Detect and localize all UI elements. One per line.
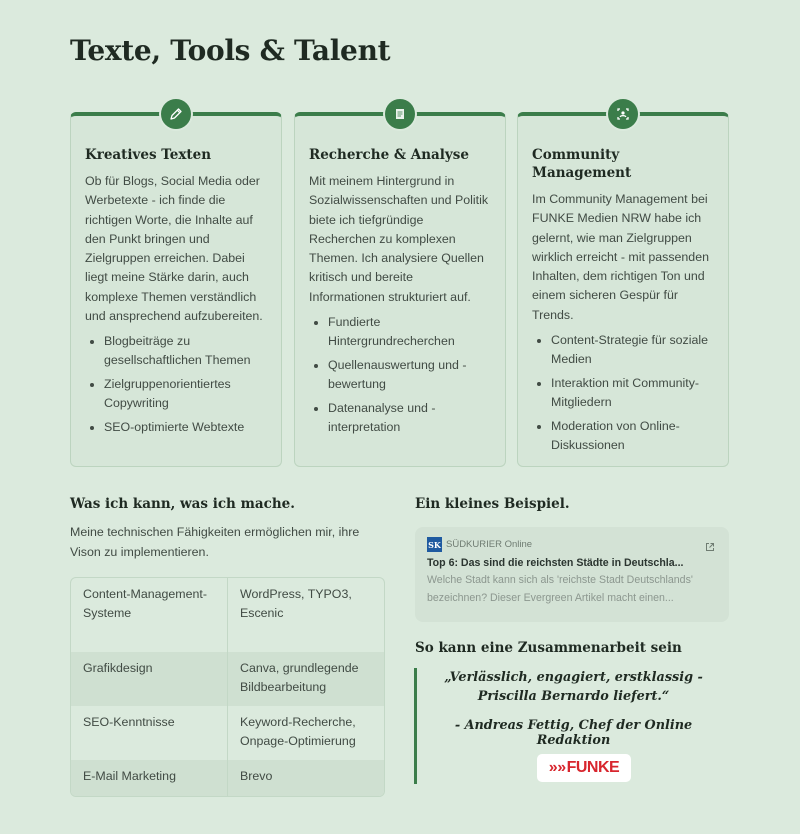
skill-cell: Content-Management-Systeme	[71, 578, 228, 652]
tools-cell: WordPress, TYPO3, Escenic	[240, 587, 352, 620]
page-title: Texte, Tools & Talent	[70, 34, 391, 67]
list-item: Quellenauswertung und -bewertung	[309, 356, 491, 394]
service-card-recherche	[294, 112, 506, 467]
list-item: Zielgruppenorientiertes Copywriting	[85, 375, 267, 413]
suedkurier-logo: SK	[427, 537, 442, 552]
embed-title[interactable]: Top 6: Das sind die reichsten Städte in Deutschla...	[427, 557, 684, 569]
quote-text: „Verlässlich, engagiert, erstklassig - Priscilla Bernardo liefert.“	[444, 670, 703, 704]
funke-logo	[537, 754, 631, 782]
card-bullet-list	[309, 313, 491, 437]
card-text: Mit meinem Hintergrund in Sozialwissenschaften und Politik biete ich tiefgründige Recherchen zu komplexen Themen. Ich analysiere Quellen kritisch und bereite Informationen strukturiert auf.	[309, 174, 489, 304]
card-title: Community Management	[532, 147, 632, 181]
pencil-icon	[159, 97, 193, 131]
list-item: Interaktion mit Community-Mitgliedern	[532, 374, 714, 412]
community-icon	[606, 97, 640, 131]
collab-heading: So kann eine Zusammenarbeit sein	[415, 640, 682, 656]
list-item: SEO-optimierte Webtexte	[85, 418, 267, 437]
tools-cell: Canva, grundlegende Bildbearbeitung	[228, 652, 384, 706]
list-item: Fundierte Hintergrundrecherchen	[309, 313, 491, 351]
quote-author: - Andreas Fettig, Chef der Online Redaktion	[454, 718, 693, 748]
card-title: Recherche & Analyse	[309, 147, 469, 163]
embed-source	[427, 537, 717, 552]
skills-table	[70, 577, 385, 797]
tools-cell: Brevo	[228, 760, 384, 796]
skill-cell: SEO-Kenntnisse	[71, 706, 228, 760]
source-name: SÜDKURIER Online	[446, 539, 533, 550]
table-row	[71, 706, 384, 760]
card-bullet-list	[85, 332, 267, 437]
tools-cell: Keyword-Recherche, Onpage-Optimierung	[240, 715, 356, 748]
skill-cell: E-Mail Marketing	[71, 760, 228, 796]
testimonial-quote	[414, 668, 730, 784]
skills-heading: Was ich kann, was ich mache.	[70, 496, 295, 512]
service-card-community	[517, 112, 729, 467]
example-heading: Ein kleines Beispiel.	[415, 496, 570, 512]
card-title: Kreatives Texten	[85, 147, 212, 163]
table-row	[71, 578, 384, 652]
list-item: Blogbeiträge zu gesellschaftlichen Themen	[85, 332, 267, 370]
skills-intro: Meine technischen Fähigkeiten ermöglichen mir, ihre Vison zu implementieren.	[70, 525, 360, 559]
card-text: Ob für Blogs, Social Media oder Werbetexte - ich finde die richtigen Worte, die Inhalte auf den Punkt bringen und Zielgruppen erreichen. Dabei liegt meine Stärke darin, auch komplexe Themen verständlich und ansprechend aufzubereiten.	[85, 174, 263, 324]
embed-description: Welche Stadt kann sich als 'reichste Stadt Deutschlands' bezeichnen? Dieser Evergreen Artikel macht einen...	[427, 574, 693, 604]
table-row	[71, 652, 384, 706]
document-icon	[383, 97, 417, 131]
service-card-kreatives-texten	[70, 112, 282, 467]
article-embed-card[interactable]	[415, 527, 729, 622]
list-item: Content-Strategie für soziale Medien	[532, 331, 714, 369]
card-bullet-list	[532, 331, 714, 455]
external-link-icon[interactable]	[705, 539, 715, 557]
list-item: Moderation von Online-Diskussionen	[532, 417, 714, 455]
skill-cell: Grafikdesign	[71, 652, 228, 706]
funke-logo-text: FUNKE	[566, 759, 620, 776]
table-row	[71, 760, 384, 796]
list-item: Datenanalyse und -interpretation	[309, 399, 491, 437]
funke-logo-mark: »»	[548, 759, 566, 776]
card-text: Im Community Management bei FUNKE Medien NRW habe ich gelernt, wie man Zielgruppen wirklich erreicht - mit passenden Inhalten, dem richtigen Ton und einem sicheren Gespür für Trends.	[532, 192, 709, 322]
